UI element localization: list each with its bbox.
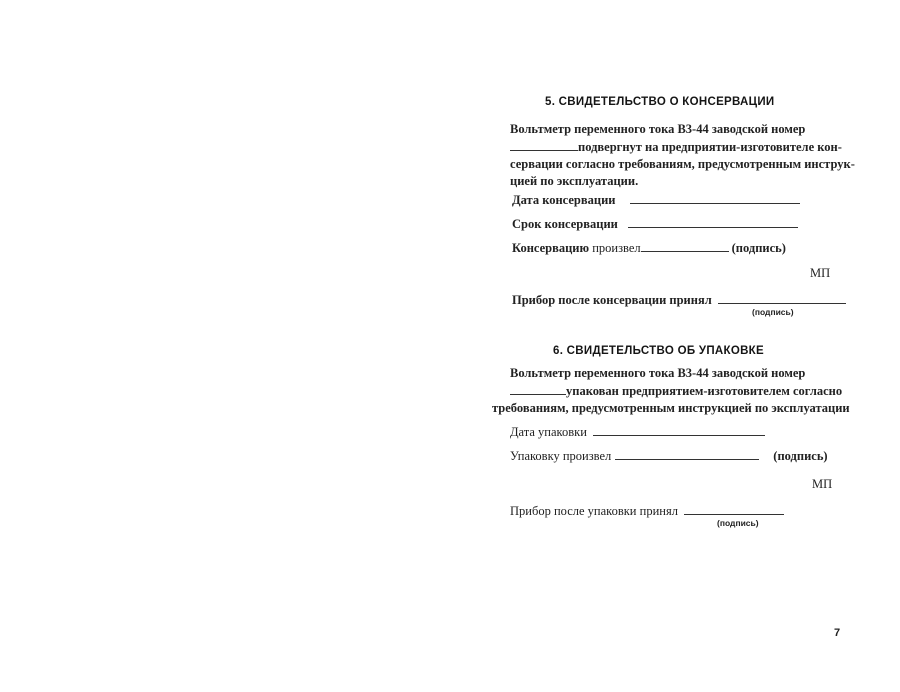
conservation-term-label: Срок консервации <box>512 217 618 231</box>
conservation-performed-signature: (подпись) <box>731 241 786 255</box>
section-6-para-line-3-text: требованиям, предусмотренным инструкцией по эксплуатации <box>492 401 850 415</box>
section-5-paragraph-line-2 <box>510 140 842 155</box>
section-6-paragraph-line-3 <box>492 401 850 416</box>
serial-number-blank <box>510 141 578 151</box>
packing-date-label: Дата упаковки <box>510 425 587 439</box>
section-5-para-line-3-text: сервации согласно требованиям, предусмотренным инструк- <box>510 157 855 171</box>
conservation-performed-row <box>512 241 786 256</box>
section-6-stamp-mark: МП <box>812 477 833 491</box>
packing-accepted-label: Прибор после упаковки принял <box>510 504 678 518</box>
conservation-performed-blank <box>641 242 729 252</box>
packing-performed-blank <box>615 450 759 460</box>
section-6-para-line-1-text: Вольтметр переменного тока В3-44 заводской номер <box>510 366 806 380</box>
packing-performed-signature: (подпись) <box>773 449 828 463</box>
conservation-performed-label-rest: произвел <box>589 241 641 255</box>
conservation-date-blank <box>630 194 800 204</box>
section-6-paragraph-line-2 <box>510 384 842 399</box>
section-6-paragraph-line-1 <box>510 366 805 381</box>
section-5-stamp-mark: МП <box>810 266 831 280</box>
conservation-date-row <box>512 193 800 208</box>
packing-accepted-signature-note: (подпись) <box>717 518 759 528</box>
conservation-accepted-row <box>512 293 846 308</box>
section-5-paragraph-line-3 <box>510 157 855 172</box>
packing-date-blank <box>593 426 765 436</box>
conservation-term-blank <box>628 218 798 228</box>
packing-accepted-blank <box>684 505 784 515</box>
section-5-paragraph-line-1 <box>510 122 805 137</box>
packing-accepted-row <box>510 504 784 519</box>
section-5-paragraph-line-4 <box>510 174 638 189</box>
packing-date-row <box>510 425 765 440</box>
packing-performed-label: Упаковку произвел <box>510 449 612 463</box>
packing-performed-row <box>510 449 828 464</box>
section-5-para-line-2-text: подвергнут на предприятии-изготовителе кон- <box>578 140 842 154</box>
section-5-title: 5. СВИДЕТЕЛЬСТВО О КОНСЕРВАЦИИ <box>545 96 775 108</box>
section-5-para-line-1-text: Вольтметр переменного тока В3-44 заводской номер <box>510 122 806 136</box>
section-6-para-line-2-text: упакован предприятием-изготовителем согласно <box>566 384 843 398</box>
conservation-accepted-signature-note: (подпись) <box>752 307 794 317</box>
page-number: 7 <box>834 627 841 639</box>
conservation-accepted-label: Прибор после консервации принял <box>512 293 712 307</box>
conservation-term-row <box>512 217 798 232</box>
section-6-title: 6. СВИДЕТЕЛЬСТВО ОБ УПАКОВКЕ <box>553 345 764 357</box>
serial-number-blank-2 <box>510 385 566 395</box>
conservation-accepted-blank <box>718 294 846 304</box>
section-5-para-line-4-text: цией по эксплуатации. <box>510 174 639 188</box>
conservation-performed-label-bold: Консервацию <box>512 241 590 255</box>
conservation-date-label: Дата консервации <box>512 193 616 207</box>
